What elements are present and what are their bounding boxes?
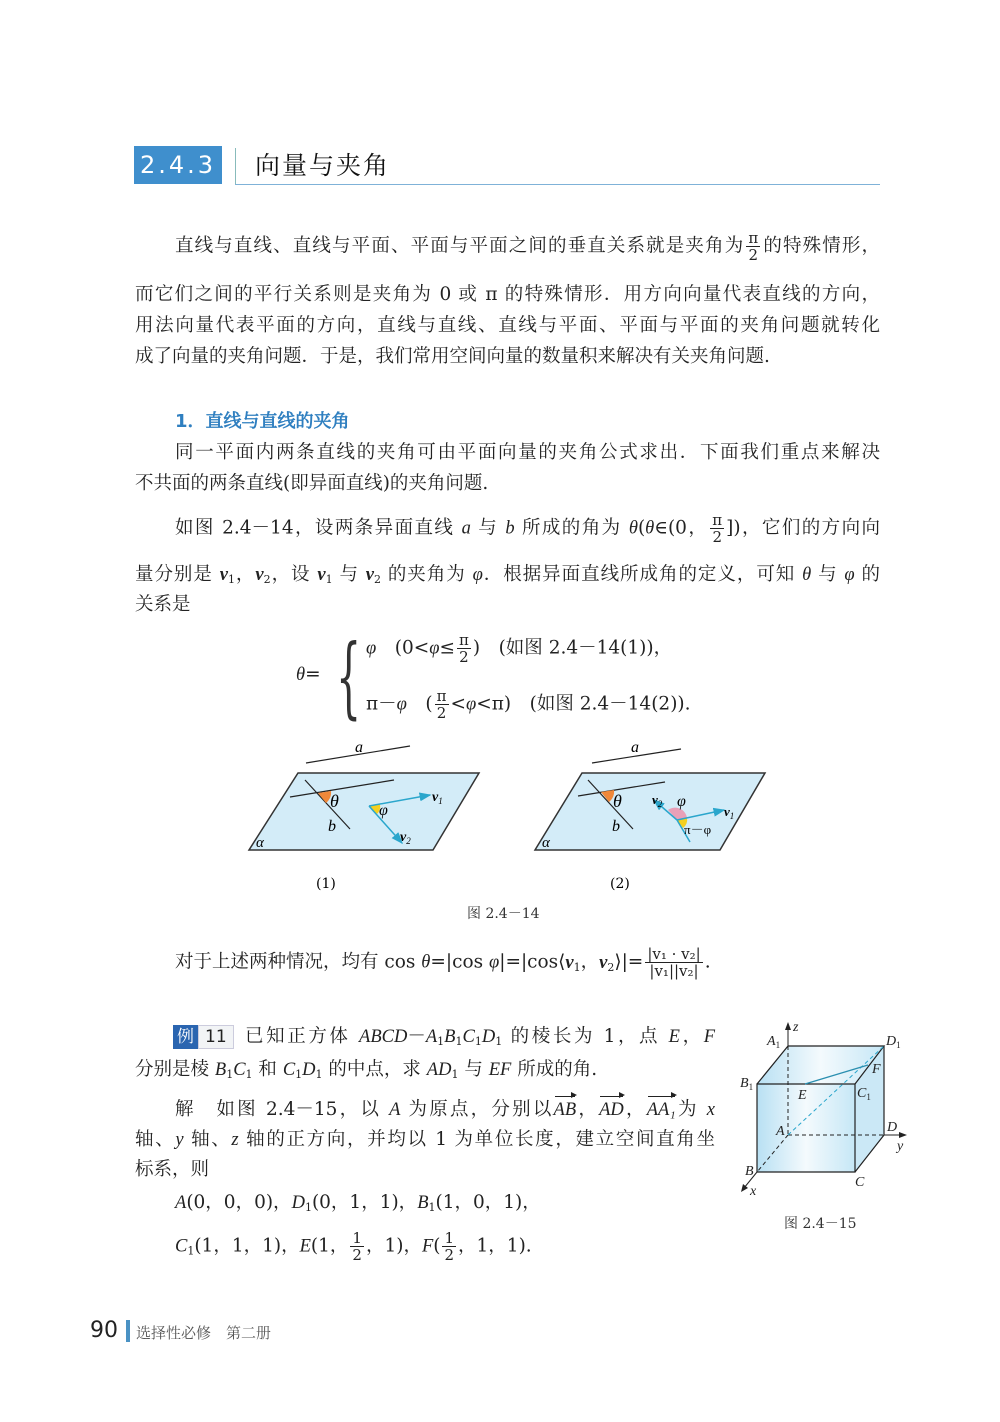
text-segment: ，设 [270, 564, 318, 585]
subscript: 1 [451, 1068, 459, 1081]
denominator: 2 [748, 246, 759, 264]
subscript: 1 [428, 1201, 436, 1214]
subscript: 1 [325, 573, 333, 586]
label-C1: $C_1$ [857, 1086, 871, 1102]
label-alpha: α [542, 835, 550, 851]
label-C: C [855, 1175, 865, 1190]
text-segment: 分别是棱 [135, 1059, 215, 1080]
subscript: 1 [245, 1068, 253, 1081]
vector-letter: v [317, 565, 326, 585]
text-segment: 轴、 [183, 1129, 232, 1150]
text-segment: ， [623, 1099, 647, 1120]
text-segment: ⟩|= [614, 951, 644, 973]
text-segment: <π) (如图 2.4－14(2)). [476, 693, 691, 715]
text-segment: 不共面的两条直线(即异面直线)的夹角问题. [135, 473, 489, 494]
text-segment: 成了向量的夹角问题．于是，我们常用空间向量的数量积来解决有关夹角问题. [135, 346, 770, 367]
text-segment: 解 如图 2.4－15，以 [175, 1099, 390, 1120]
math-variable: b [505, 518, 515, 539]
text-segment: ， [576, 1099, 600, 1120]
subscript: 1 [495, 1035, 503, 1048]
example-keyword: 例 [173, 1025, 198, 1049]
vector-symbol [599, 952, 614, 973]
text-segment: (0，1，1)， [311, 1192, 418, 1213]
book-title: 选择性必修 第二册 [136, 1324, 272, 1342]
numerator: π [712, 511, 723, 529]
text-segment: = [305, 664, 321, 685]
footer-bar [126, 1320, 130, 1342]
example-number: 11 [198, 1025, 234, 1049]
subscript: 2 [607, 960, 615, 974]
label-B1: $B_1$ [740, 1076, 754, 1092]
text-segment: 与 [470, 517, 506, 539]
subscript: 1 [455, 1035, 463, 1048]
label-D: D [887, 1120, 898, 1135]
numerator: π [436, 687, 447, 705]
subsection-heading: 1．直线与直线的夹角 [175, 411, 350, 432]
example-line [135, 1055, 715, 1090]
math-variable: B [444, 1027, 456, 1047]
vector-arrow: AD [599, 1095, 624, 1125]
page-number: 90 [90, 1318, 118, 1343]
text-segment: 所成的角. [511, 1059, 598, 1080]
cos-formula-line [175, 946, 795, 983]
math-variable: θ [645, 518, 655, 539]
text-segment: 对于上述两种情况，均有 cos [175, 951, 422, 973]
vector-letter: v [219, 565, 228, 585]
math-variable: θ [296, 665, 306, 685]
figure-caption: 图 2.4－15 [784, 1216, 857, 1232]
subscript: 1 [304, 1201, 312, 1214]
vector-letter: v [255, 565, 264, 585]
text-segment: π－ [366, 693, 397, 715]
vector-letter: v [599, 952, 608, 973]
vector-symbol [565, 952, 580, 973]
text-segment: 轴的正方向，并均以 1 为单位长度，建立空间直角坐 [238, 1129, 715, 1150]
math-variable: z [231, 1130, 239, 1150]
text-segment: ≤ [439, 637, 456, 659]
text-segment: 的 [854, 564, 880, 585]
label-A: A [776, 1124, 785, 1139]
piecewise-brace: { [336, 625, 362, 728]
math-variable: φ [396, 694, 407, 715]
math-variable: ABCD [359, 1027, 408, 1047]
text-segment: 与 [811, 564, 845, 585]
math-variable: φ [488, 952, 500, 973]
math-variable: φ [844, 565, 855, 585]
text-segment: ( [406, 693, 433, 715]
text-segment: 而它们之间的平行关系则是夹角为 0 或 π 的特殊情形．用方向向量代表直线的方向， [135, 284, 880, 305]
text-segment: 用法向量代表平面的方向，直线与直线、直线与平面、平面与平面的夹角问题就转化 [135, 315, 880, 336]
vector-letter: v [565, 952, 574, 973]
label-v1: $v_1$ [432, 790, 443, 806]
text-segment: 为原点，分别以 [400, 1099, 554, 1120]
denominator: 2 [436, 704, 447, 722]
label-x: x [750, 1184, 757, 1199]
vector-letter: v [365, 565, 374, 585]
text-segment: ])，它们的方向向 [726, 517, 881, 539]
label-pi-minus-phi: π－φ [684, 822, 712, 837]
text-segment: (1，0，1)， [435, 1192, 541, 1213]
label-B: B [745, 1164, 754, 1179]
panel-label-2: (2) [610, 876, 630, 892]
label-D1: $D_1$ [886, 1034, 901, 1050]
math-variable: φ [366, 638, 377, 659]
x-axis-arrow [741, 1184, 748, 1192]
solution-line [135, 1155, 715, 1185]
text-segment: 的棱长为 1，点 [502, 1026, 669, 1047]
solution-line [175, 1095, 715, 1125]
math-variable: F [703, 1027, 715, 1047]
math-variable: B [214, 1060, 227, 1080]
text-segment: 的特殊情形， [762, 235, 880, 257]
subscript: 1 [226, 1068, 234, 1081]
text-segment: 所成的角为 [514, 517, 629, 539]
fraction [645, 946, 702, 979]
label-A1: $A_1$ [767, 1034, 781, 1050]
text-segment: 与 [458, 1059, 489, 1080]
label-a: a [631, 739, 639, 756]
label-E: E [798, 1088, 807, 1103]
example-line [245, 1022, 715, 1057]
text-segment: (1，1，1)， [194, 1235, 300, 1257]
denominator: 2 [352, 1246, 362, 1264]
math-variable: D [291, 1193, 305, 1213]
label-v2: $v_2$ [400, 830, 411, 846]
figure-caption: 图 2.4－14 [467, 906, 540, 922]
text-segment: ∈(0， [654, 517, 709, 539]
text-segment: (1， [310, 1235, 349, 1257]
numerator: π [748, 229, 759, 247]
math-variable: C [462, 1027, 475, 1047]
text-segment: ( [433, 1235, 441, 1257]
math-variable: E [668, 1027, 680, 1047]
label-phi: φ [379, 802, 388, 819]
label-a: a [355, 739, 363, 756]
example-badge [173, 1025, 234, 1049]
math-variable: φ [429, 638, 440, 659]
fraction [350, 1230, 364, 1263]
math-variable: φ [472, 565, 483, 585]
subscript: 1 [573, 960, 581, 974]
math-variable: y [175, 1130, 184, 1150]
vector-arrow: AA₁ [647, 1095, 676, 1125]
denominator: 2 [444, 1246, 455, 1264]
label-z: z [793, 1020, 799, 1035]
text-segment: |=|cos⟨ [499, 951, 566, 973]
subscript: 1 [227, 573, 235, 586]
y-axis-arrow [899, 1132, 907, 1138]
math-variable: EF [488, 1060, 512, 1080]
text-segment: ．根据异面直线所成角的定义，可知 [482, 564, 803, 585]
math-variable: C [175, 1236, 188, 1257]
label-F: F [872, 1062, 881, 1077]
text-segment: ， [679, 1026, 704, 1047]
fraction [442, 1230, 456, 1263]
numerator: π [459, 631, 469, 649]
math-variable: E [299, 1236, 311, 1257]
label-theta: θ [330, 791, 339, 811]
text-segment: < [450, 693, 467, 715]
text-segment: 轴、 [135, 1129, 176, 1150]
math-variable: C [233, 1060, 246, 1080]
numerator: 1 [352, 1229, 362, 1247]
text-segment: 如图 2.4－14，设两条异面直线 [175, 517, 462, 539]
denominator: 2 [712, 528, 722, 546]
text-segment: ( [637, 517, 646, 539]
math-variable: φ [466, 694, 477, 715]
subscript: 1 [187, 1244, 195, 1258]
text-segment: ，1)， [365, 1235, 422, 1257]
text-segment: 关系是 [135, 594, 191, 615]
math-variable: A [425, 1027, 438, 1047]
subscript: 2 [263, 573, 271, 586]
solution-line [135, 1125, 715, 1155]
math-variable: θ [421, 952, 431, 973]
section-title: 向量与夹角 [255, 151, 391, 180]
subscript: 1 [315, 1068, 323, 1081]
text-segment: ) (如图 2.4－14(1))， [472, 637, 673, 659]
subscript: 2 [373, 573, 381, 586]
text-segment: ， [580, 951, 600, 973]
subscript: 1 [474, 1035, 482, 1048]
math-variable: F [421, 1236, 434, 1257]
solution-line [175, 1188, 715, 1223]
label-b: b [328, 818, 336, 835]
text-segment: ，1，1). [458, 1235, 532, 1257]
text-segment: =|cos [430, 951, 489, 973]
label-v1: $v_1$ [724, 804, 735, 821]
math-variable: AD [426, 1060, 452, 1080]
label-theta: θ [613, 791, 622, 811]
solution-line [175, 1230, 715, 1267]
text-segment: (0< [376, 637, 430, 659]
math-variable: A [389, 1100, 401, 1120]
math-variable: θ [802, 565, 812, 585]
math-variable: a [461, 518, 471, 539]
figure-panel-2 [535, 739, 765, 892]
math-variable: x [706, 1100, 715, 1120]
math-variable: B [417, 1193, 429, 1213]
denominator: |v₁||v₂| [649, 962, 699, 980]
label-phi: φ [677, 793, 686, 810]
math-variable: θ [628, 518, 638, 539]
label-v2: $v_2$ [652, 792, 663, 809]
label-y: y [897, 1139, 904, 1154]
text-segment: 同一平面内两条直线的夹角可由平面向量的夹角公式求出．下面我们重点来解决 [175, 442, 880, 463]
denominator: 2 [459, 648, 469, 666]
panel-label-1: (1) [316, 876, 336, 892]
figure-2-4-15-cube [740, 1020, 907, 1232]
text-segment: 的夹角为 [380, 564, 473, 585]
text-segment: 为 [675, 1099, 707, 1120]
math-variable: A [175, 1193, 187, 1213]
subscript: 1 [295, 1068, 303, 1081]
text-segment: 与 [332, 564, 366, 585]
label-alpha: α [256, 835, 264, 851]
figure-panel-1 [249, 739, 479, 892]
text-segment: . [704, 951, 711, 973]
z-axis-arrow [785, 1022, 791, 1030]
text-segment: (0，0，0)， [186, 1192, 292, 1213]
text-segment: 和 [252, 1059, 283, 1080]
text-segment: 直线与直线、直线与平面、平面与平面之间的垂直关系就是夹角为 [175, 235, 745, 257]
numerator: |v₁ · v₂| [647, 945, 701, 963]
text-segment: 的中点，求 [322, 1059, 427, 1080]
subscript: 1 [437, 1035, 445, 1048]
text-segment: ， [234, 564, 256, 585]
text-segment: － [407, 1026, 426, 1047]
text-segment: 标系，则 [135, 1159, 210, 1180]
text-segment: 已知正方体 [245, 1026, 360, 1047]
section-number-badge: 2.4.3 [134, 146, 222, 184]
math-variable: C [282, 1060, 296, 1080]
math-variable: D [481, 1027, 496, 1047]
numerator: 1 [444, 1229, 455, 1247]
label-b: b [612, 818, 620, 835]
text-segment: 量分别是 [135, 564, 220, 585]
math-variable: D [302, 1060, 316, 1080]
vector-arrow: AB [554, 1095, 577, 1125]
